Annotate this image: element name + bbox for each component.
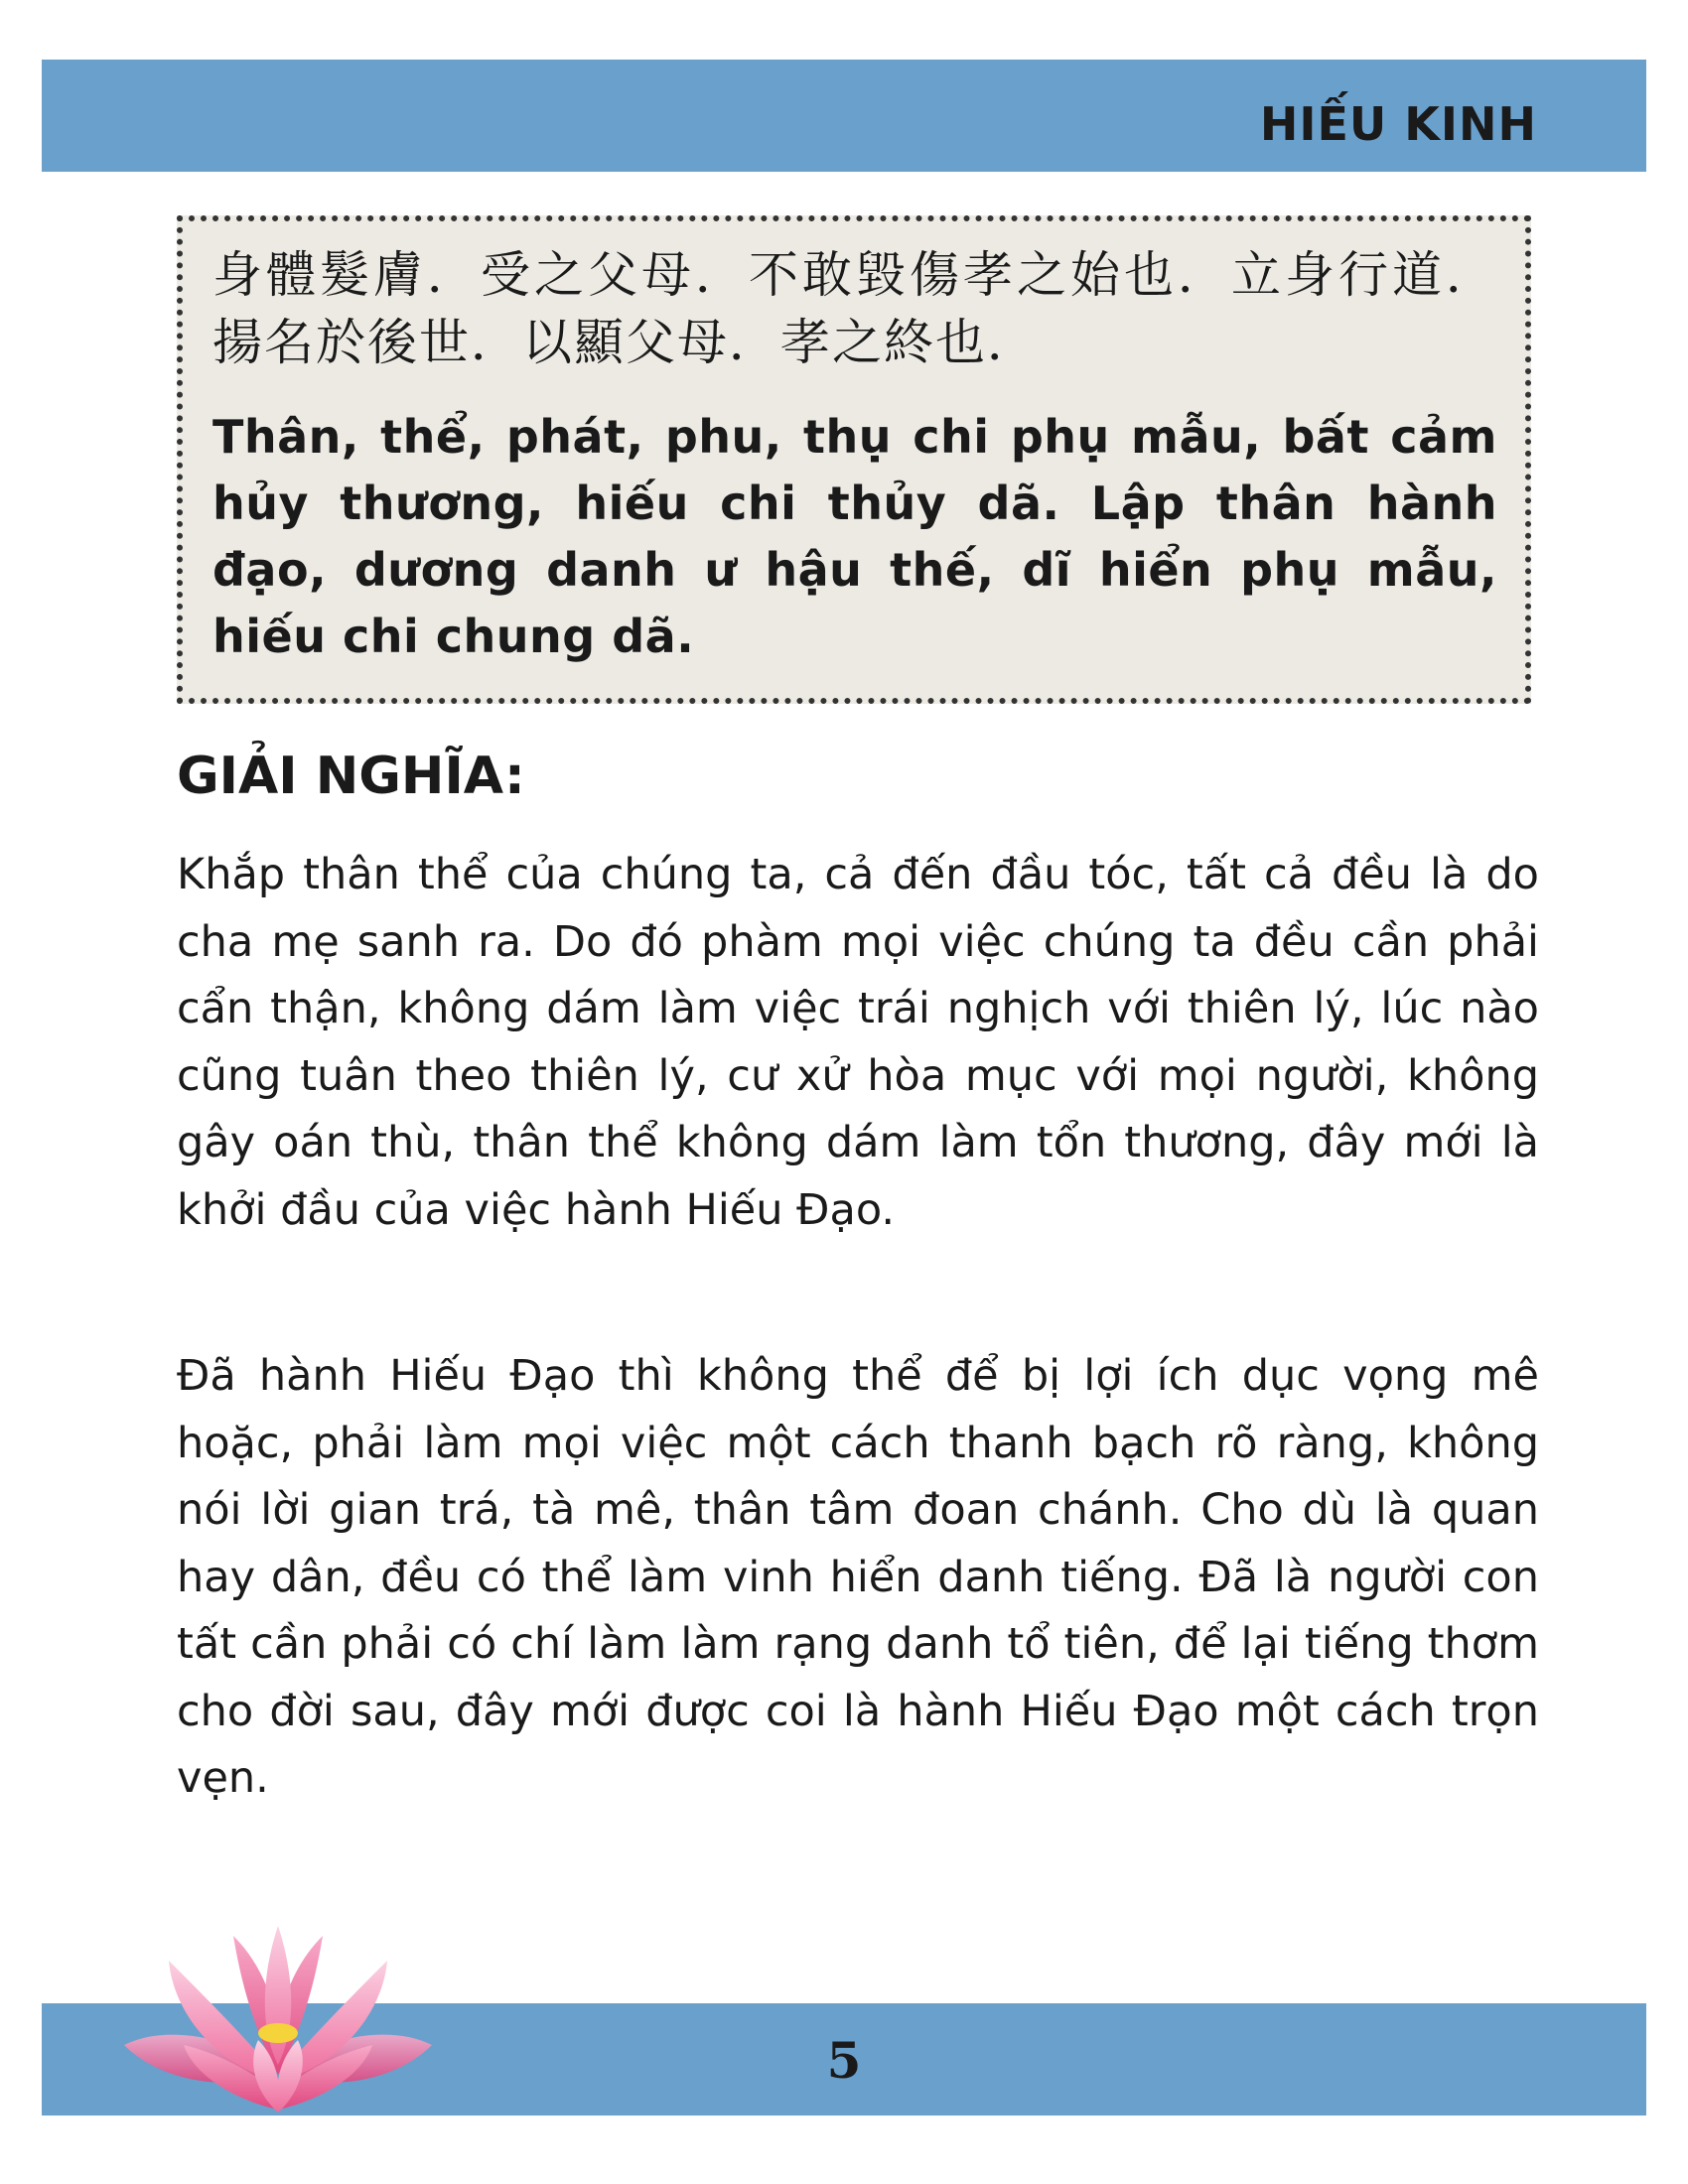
section-heading: GIẢI NGHĨA:: [177, 747, 525, 806]
lotus-flower-icon: [124, 1916, 432, 2115]
header-band: [42, 60, 1646, 172]
quote-box: [177, 215, 1531, 704]
page-number: 5: [826, 2031, 862, 2090]
chinese-text: 身體髮膚．受之父母．不敢毀傷孝之始也．立身行道．揚名於後世．以顯父母．孝之終也．: [212, 246, 1497, 371]
header-title: HIẾU KINH: [1259, 97, 1537, 151]
sino-vietnamese-text: Thân, thể, phát, phu, thụ chi phụ mẫu, bất cảm hủy thương, hiếu chi thủy dã. Lập thân hành đạo, dương danh ư hậu thế, dĩ hiển phụ mẫu, hiếu chi chung dã.: [212, 410, 1497, 663]
explanation-paragraph-1: Khắp thân thể của chúng ta, cả đến đầu tóc, tất cả đều là do cha mẹ sanh ra. Do đó phàm mọi việc chúng ta đều cần phải cẩn thận, không dám làm việc trái nghịch với thiên lý, lúc nào cũng tuân theo thiên lý, cư xử hòa mục với mọi người, không gây oán thù, thân thể không dám làm tổn thương, đây mới là khởi đầu của việc hành Hiếu Đạo.: [177, 850, 1539, 1235]
explanation-paragraph-2: Đã hành Hiếu Đạo thì không thể để bị lợi ích dục vọng mê hoặc, phải làm mọi việc một cách thanh bạch rõ ràng, không nói lời gian trá, tà mê, thân tâm đoan chánh. Cho dù là quan hay dân, đều có thể làm vinh hiển danh tiếng. Đã là người con tất cần phải có chí làm làm rạng danh tổ tiên, để lại tiếng thơm cho đời sau, đây mới được coi là hành Hiếu Đạo một cách trọn vẹn.: [177, 1351, 1539, 1803]
